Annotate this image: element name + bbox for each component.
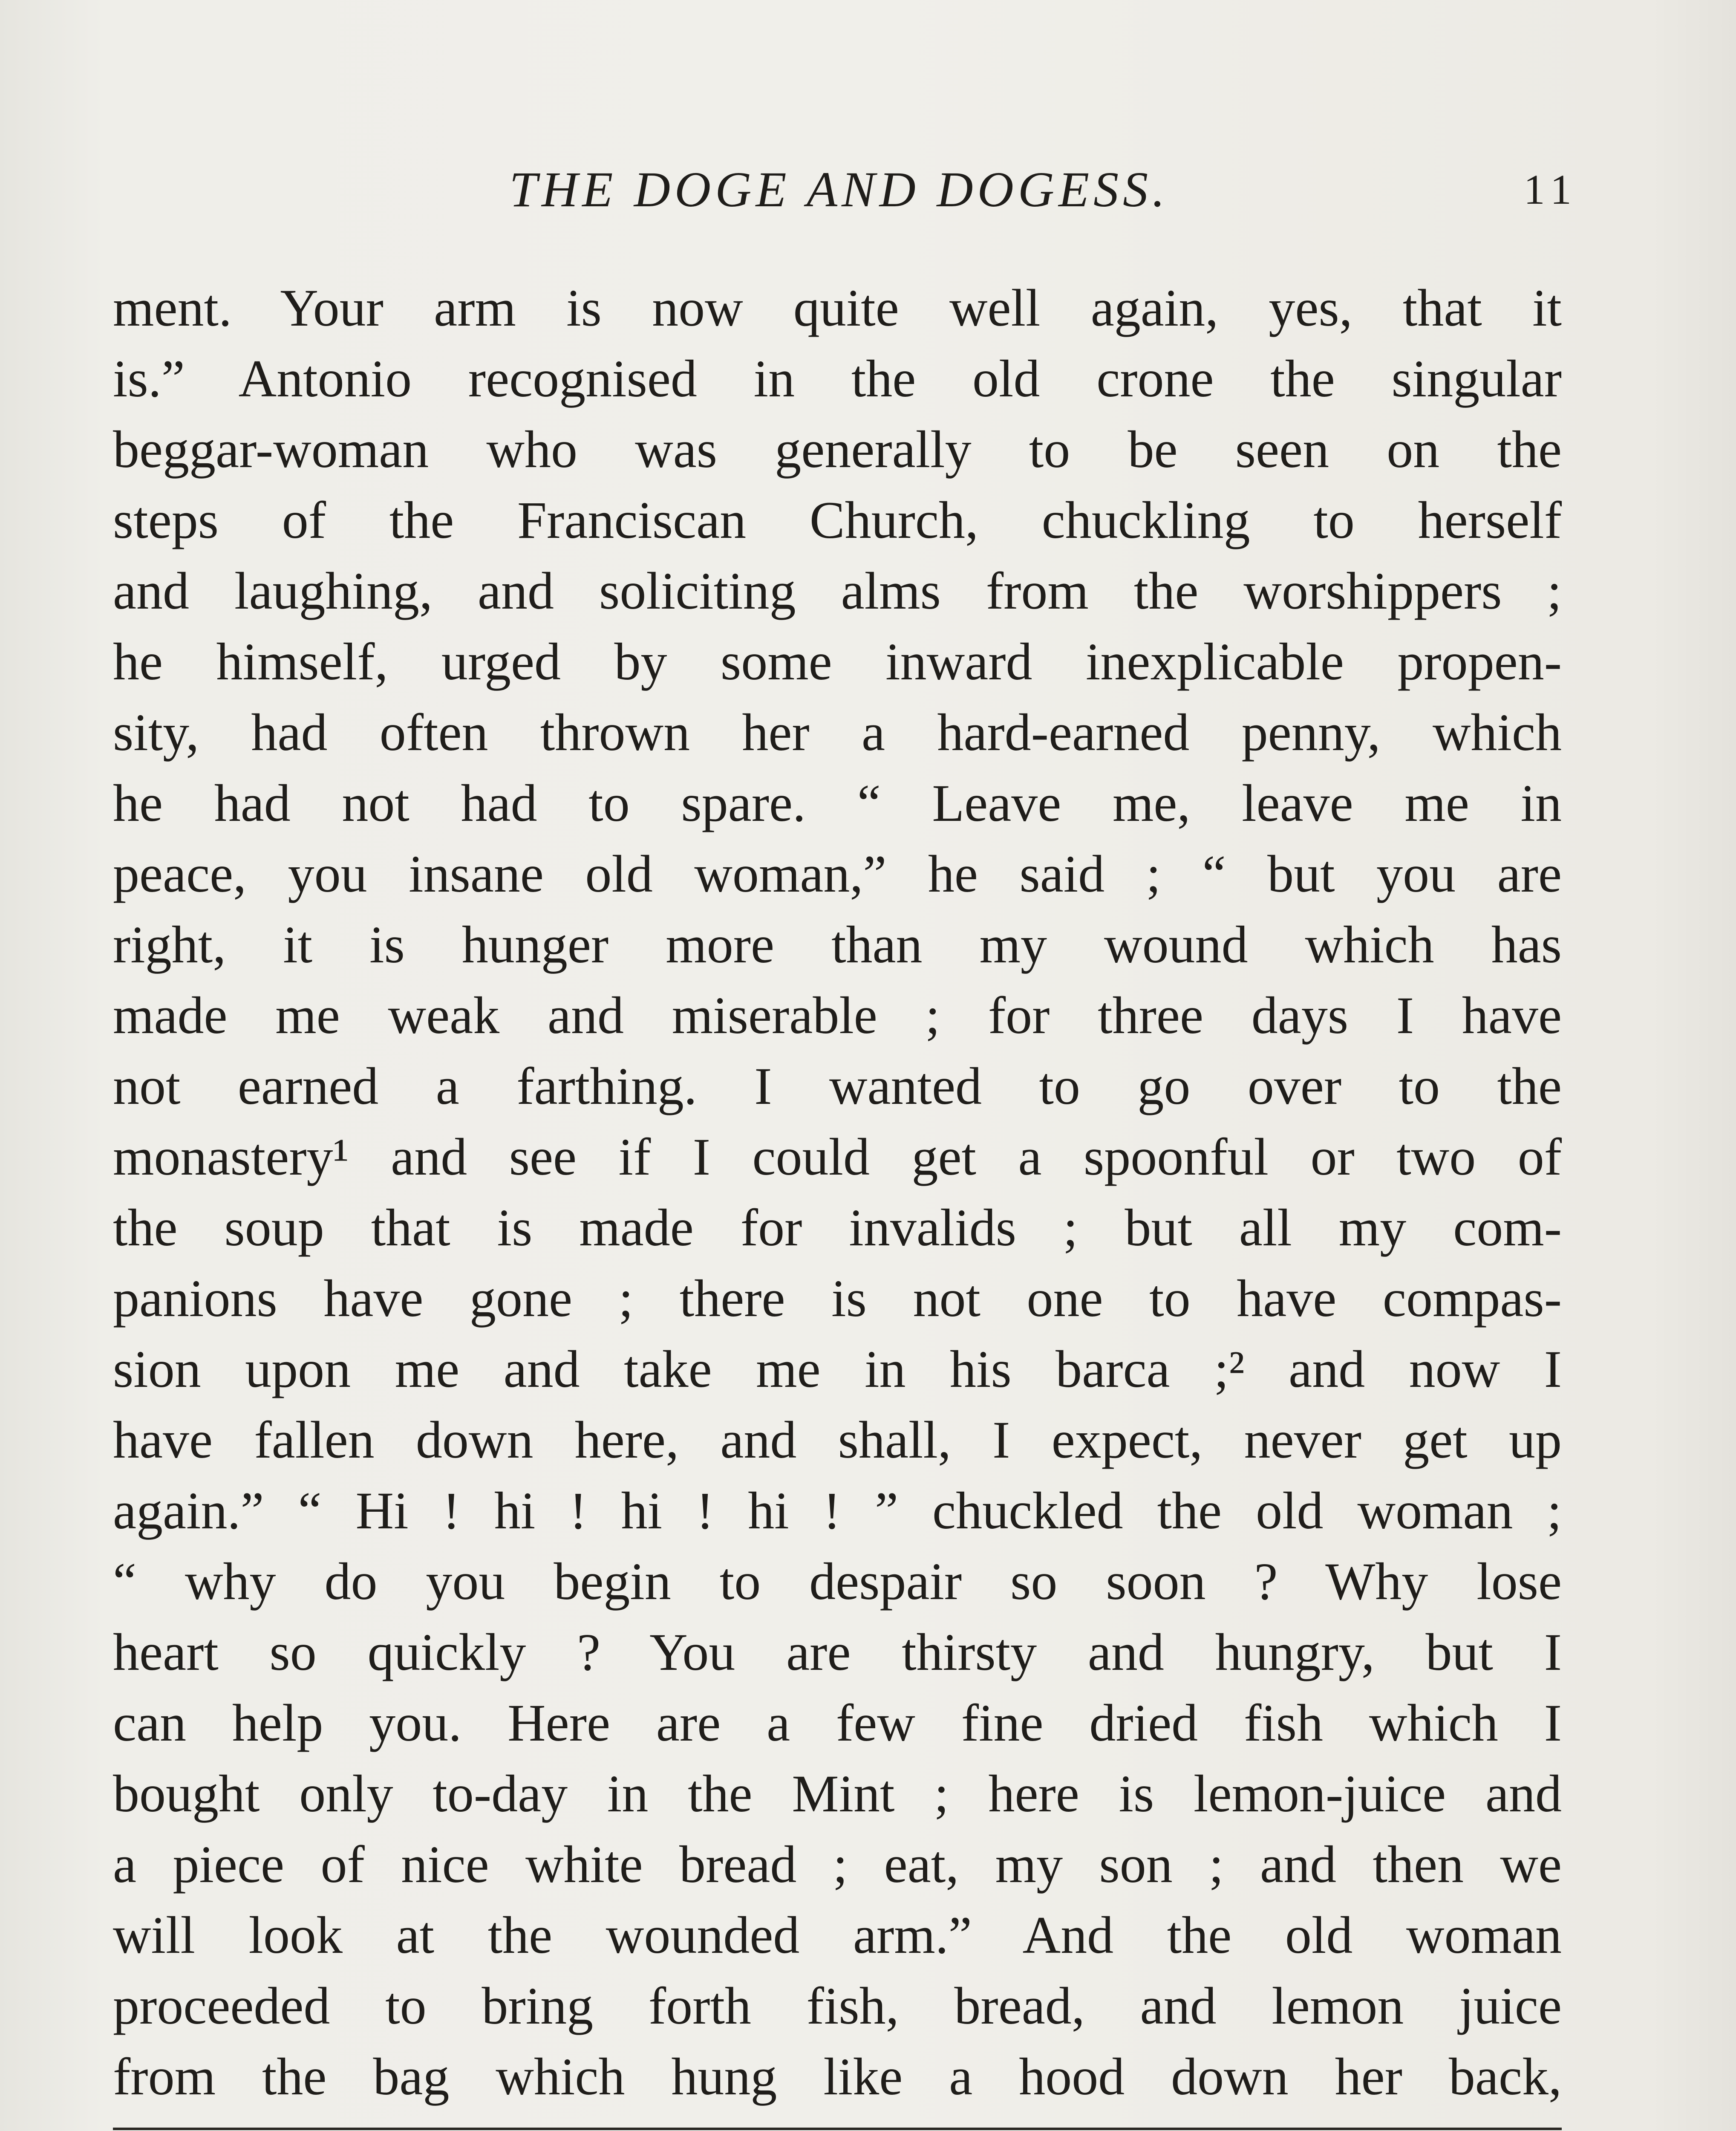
body-line: a piece of nice white bread ; eat, my son ; and then we (113, 1835, 1562, 1894)
running-title: THE DOGE AND DOGESS. (509, 162, 1169, 217)
body-line: panions have gone ; there is not one to have compas- (113, 1269, 1562, 1328)
body-line: steps of the Franciscan Church, chuckling to herself (113, 491, 1562, 549)
body-line: proceeded to bring forth fish, bread, and lemon juice (113, 1977, 1562, 2035)
body-line: again.” “ Hi ! hi ! hi ! hi ! ” chuckled the old woman ; (113, 1481, 1562, 1540)
body-line: “ why do you begin to despair so soon ? Why lose (113, 1552, 1562, 1611)
body-line: he had not had to spare. “ Leave me, leave me in (113, 774, 1562, 832)
body-line: the soup that is made for invalids ; but all my com- (113, 1198, 1562, 1257)
body-line: heart so quickly ? You are thirsty and hungry, but I (113, 1623, 1562, 1681)
body-line: not earned a farthing. I wanted to go over to the (113, 1057, 1562, 1115)
body-line: peace, you insane old woman,” he said ; “ but you are (113, 845, 1562, 903)
body-line: beggar-woman who was generally to be seen on the (113, 420, 1562, 479)
body-line: he himself, urged by some inward inexplicable propen- (113, 632, 1562, 691)
body-text (113, 273, 1562, 2112)
page-number: 11 (1523, 166, 1578, 213)
body-line: sity, had often thrown her a hard-earned penny, which (113, 703, 1562, 762)
body-line: sion upon me and take me in his barca ;² and now I (113, 1340, 1562, 1398)
body-line: and laughing, and soliciting alms from the worshippers ; (113, 562, 1562, 620)
body-line: right, it is hunger more than my wound which has (113, 915, 1562, 974)
body-line: bought only to-day in the Mint ; here is lemon-juice and (113, 1764, 1562, 1823)
body-line: will look at the wounded arm.” And the old woman (113, 1906, 1562, 1964)
body-line: made me weak and miserable ; for three days I have (113, 986, 1562, 1045)
body-line: monastery¹ and see if I could get a spoonful or two of (113, 1128, 1562, 1186)
footnote-divider (113, 2128, 1562, 2130)
page-header (113, 156, 1578, 224)
body-line: can help you. Here are a few fine dried fish which I (113, 1694, 1562, 1752)
body-line: ment. Your arm is now quite well again, yes, that it (113, 279, 1562, 337)
body-line: have fallen down here, and shall, I expect, never get up (113, 1411, 1562, 1469)
body-line: from the bag which hung like a hood down her back, (113, 2047, 1562, 2106)
body-line: is.” Antonio recognised in the old crone the singular (113, 349, 1562, 408)
